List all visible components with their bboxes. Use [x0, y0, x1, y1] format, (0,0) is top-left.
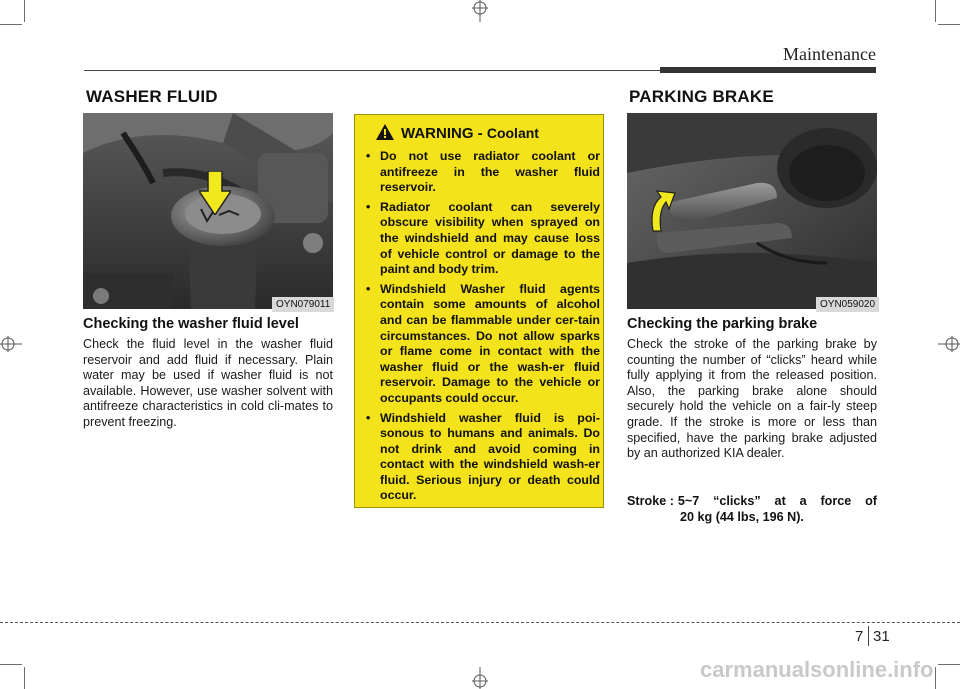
crop-mark [938, 664, 960, 665]
parking-image-code: OYN059020 [816, 297, 879, 312]
warning-triangle-icon [375, 123, 395, 141]
page-number: 31 [873, 628, 890, 645]
registration-mark-top [466, 0, 494, 22]
washer-body-text: Check the fluid level in the washer fluid reservoir and add fluid if necessary. Plain water may be used if washer fluid is not available. However, use washer solvent with antifreeze characteristics in cold cli-mates to prevent freezing. [83, 337, 333, 429]
chapter-number: 7 [855, 628, 864, 645]
washer-image-code: OYN079011 [272, 297, 334, 312]
warning-item [364, 200, 600, 278]
stroke-label: Stroke : [627, 494, 674, 508]
warning-item [364, 149, 600, 196]
washer-reservoir-photo [83, 113, 333, 309]
crop-mark [24, 667, 25, 689]
warning-list [364, 149, 600, 508]
bullet-icon: • [366, 149, 371, 163]
stroke-line-1 [627, 494, 877, 510]
warning-item [364, 282, 600, 407]
page-number-divider [868, 626, 869, 646]
registration-mark-right [938, 330, 960, 358]
crop-mark [0, 664, 22, 665]
crop-mark [935, 667, 936, 689]
parking-section-title: PARKING BRAKE [629, 87, 774, 106]
crop-mark [0, 24, 22, 25]
footer-rule [0, 622, 960, 623]
parking-brake-photo [627, 113, 877, 309]
warning-item [364, 411, 600, 505]
bullet-icon: • [366, 281, 371, 296]
parking-body-text: Check the stroke of the parking brake by counting the number of “clicks” heard while fully applying it from the released position. Also, the parking brake alone should securely hold the vehicle on a fair-ly steep grade. If the stroke is more or less than specified, have the parking brake adjusted by an authorized KIA dealer. [627, 337, 877, 461]
warning-subtitle: Coolant [486, 125, 539, 141]
header-rule [84, 70, 664, 71]
washer-subheading: Checking the washer fluid level [83, 316, 299, 332]
washer-section-title: WASHER FLUID [86, 87, 218, 106]
warning-item-text: Radiator coolant can severely obscure visibility when sprayed on the windshield and may cause loss of vehicle control or damage to the paint and body trim. [380, 199, 600, 277]
watermark: carmanualsonline.info [700, 657, 934, 682]
warning-item-text: Do not use radiator coolant or antifreeze in the washer fluid reservoir. [380, 149, 600, 195]
down-arrow-icon [199, 171, 231, 215]
warning-item-text: Windshield Washer fluid agents contain some amounts of alcohol and can be flammable under cer-tain circumstances. Do not allow sparks or flame come in contact with the washer fluid or the wash-er fluid reservoir. Damage to the vehicle or occupants could occur. [380, 281, 600, 405]
registration-mark-bottom [466, 667, 494, 689]
crop-mark [938, 24, 960, 25]
header-rule-accent [660, 67, 876, 73]
warning-title-label: WARNING - [401, 125, 483, 142]
registration-mark-left [0, 330, 22, 358]
bullet-icon: • [366, 410, 371, 425]
stroke-value-2: 20 kg (44 lbs, 196 N). [680, 509, 804, 524]
crop-mark [935, 0, 936, 22]
stroke-value: 5~7 “clicks” at a force of [677, 494, 877, 508]
bullet-icon: • [366, 199, 371, 214]
parking-subheading: Checking the parking brake [627, 316, 818, 332]
warning-box [354, 114, 604, 508]
crop-mark [24, 0, 25, 22]
stroke-spec [627, 494, 877, 525]
page-header-title: Maintenance [783, 44, 876, 64]
warning-item-text: Windshield washer fluid is poi-sonous to humans and animals. Do not drink and avoid coming in contact with the windshield wash-er fluid. Serious injury or death could occur. [380, 410, 600, 503]
curved-arrow-icon [647, 187, 677, 233]
warning-title [401, 125, 539, 142]
